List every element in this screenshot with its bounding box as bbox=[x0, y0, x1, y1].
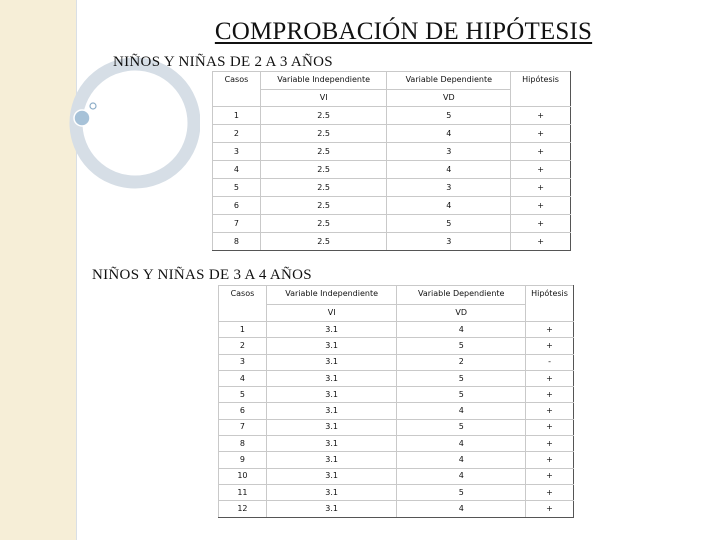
cell-case: 7 bbox=[213, 215, 261, 233]
cell-vi: 3.1 bbox=[266, 403, 397, 419]
table-row bbox=[219, 419, 574, 435]
table-row bbox=[219, 403, 574, 419]
subheader-vi: VI bbox=[260, 90, 387, 107]
cell-vi: 3.1 bbox=[266, 484, 397, 500]
table-2-3-years bbox=[212, 71, 571, 251]
cell-vi: 3.1 bbox=[266, 452, 397, 468]
cell-case: 4 bbox=[213, 161, 261, 179]
header-dependent: Variable Dependiente bbox=[397, 286, 526, 305]
table-row bbox=[219, 452, 574, 468]
cell-hypothesis: + bbox=[526, 370, 574, 386]
table-row bbox=[213, 143, 571, 161]
cell-hypothesis: + bbox=[511, 197, 571, 215]
table-row bbox=[213, 107, 571, 125]
cell-vi: 2.5 bbox=[260, 179, 387, 197]
header-dependent: Variable Dependiente bbox=[387, 72, 511, 90]
cell-vi: 2.5 bbox=[260, 125, 387, 143]
cell-hypothesis: + bbox=[511, 107, 571, 125]
cell-vd: 4 bbox=[397, 436, 526, 452]
cell-vd: 5 bbox=[387, 107, 511, 125]
cell-vd: 4 bbox=[387, 125, 511, 143]
cell-case: 3 bbox=[219, 354, 267, 370]
cell-vd: 4 bbox=[387, 161, 511, 179]
cell-vd: 3 bbox=[387, 179, 511, 197]
subheader-empty bbox=[526, 305, 574, 322]
cell-vd: 5 bbox=[387, 215, 511, 233]
cell-vi: 3.1 bbox=[266, 468, 397, 484]
slide-sidebar bbox=[0, 0, 77, 540]
table-row bbox=[213, 161, 571, 179]
cell-case: 4 bbox=[219, 370, 267, 386]
cell-hypothesis: + bbox=[526, 436, 574, 452]
table-3-4-years bbox=[218, 285, 574, 518]
tiny-dot bbox=[90, 103, 96, 109]
cell-vd: 5 bbox=[397, 484, 526, 500]
page-title: COMPROBACIÓN DE HIPÓTESIS bbox=[214, 18, 593, 45]
cell-hypothesis: + bbox=[526, 468, 574, 484]
header-independent: Variable Independiente bbox=[260, 72, 387, 90]
cell-vi: 2.5 bbox=[260, 143, 387, 161]
cell-vd: 5 bbox=[397, 338, 526, 354]
cell-hypothesis: + bbox=[511, 143, 571, 161]
subheader-empty bbox=[219, 305, 267, 322]
large-ring bbox=[76, 64, 194, 182]
subheader-vd: VD bbox=[397, 305, 526, 322]
table-row bbox=[213, 215, 571, 233]
table-row bbox=[219, 387, 574, 403]
table-row bbox=[219, 322, 574, 338]
subheader-empty bbox=[213, 90, 261, 107]
cell-hypothesis: + bbox=[526, 322, 574, 338]
cell-hypothesis: + bbox=[526, 452, 574, 468]
table-row bbox=[219, 370, 574, 386]
table-row bbox=[213, 233, 571, 251]
cell-vd: 5 bbox=[397, 419, 526, 435]
header-casos: Casos bbox=[219, 286, 267, 305]
table-row bbox=[219, 354, 574, 370]
table-row bbox=[219, 338, 574, 354]
table-row bbox=[213, 125, 571, 143]
cell-case: 5 bbox=[213, 179, 261, 197]
subheader-vi: VI bbox=[266, 305, 397, 322]
cell-case: 7 bbox=[219, 419, 267, 435]
cell-case: 12 bbox=[219, 501, 267, 517]
cell-hypothesis: + bbox=[526, 501, 574, 517]
cell-vd: 5 bbox=[397, 387, 526, 403]
cell-vi: 2.5 bbox=[260, 107, 387, 125]
cell-hypothesis: + bbox=[511, 161, 571, 179]
header-hypothesis: Hipótesis bbox=[526, 286, 574, 305]
cell-case: 2 bbox=[213, 125, 261, 143]
cell-vd: 2 bbox=[397, 354, 526, 370]
cell-hypothesis: + bbox=[511, 125, 571, 143]
cell-vd: 4 bbox=[397, 452, 526, 468]
cell-vd: 4 bbox=[397, 322, 526, 338]
cell-hypothesis: + bbox=[526, 403, 574, 419]
cell-vd: 4 bbox=[397, 403, 526, 419]
table-row bbox=[213, 197, 571, 215]
cell-case: 9 bbox=[219, 452, 267, 468]
cell-vi: 3.1 bbox=[266, 354, 397, 370]
cell-case: 1 bbox=[219, 322, 267, 338]
table-row bbox=[213, 179, 571, 197]
cell-case: 6 bbox=[219, 403, 267, 419]
cell-vi: 3.1 bbox=[266, 387, 397, 403]
cell-case: 6 bbox=[213, 197, 261, 215]
cell-vi: 3.1 bbox=[266, 370, 397, 386]
cell-hypothesis: + bbox=[526, 484, 574, 500]
cell-hypothesis: + bbox=[511, 215, 571, 233]
table-row bbox=[219, 484, 574, 500]
cell-vi: 3.1 bbox=[266, 338, 397, 354]
section2-heading: NIÑOS Y NIÑAS DE 3 A 4 AÑOS bbox=[92, 267, 312, 283]
cell-vi: 2.5 bbox=[260, 161, 387, 179]
cell-vi: 3.1 bbox=[266, 436, 397, 452]
cell-case: 8 bbox=[219, 436, 267, 452]
cell-vi: 2.5 bbox=[260, 197, 387, 215]
cell-vd: 3 bbox=[387, 143, 511, 161]
cell-case: 3 bbox=[213, 143, 261, 161]
cell-vi: 3.1 bbox=[266, 322, 397, 338]
cell-case: 11 bbox=[219, 484, 267, 500]
cell-vi: 3.1 bbox=[266, 501, 397, 517]
header-hypothesis: Hipótesis bbox=[511, 72, 571, 90]
cell-vi: 3.1 bbox=[266, 419, 397, 435]
cell-case: 2 bbox=[219, 338, 267, 354]
header-casos: Casos bbox=[213, 72, 261, 90]
section1-heading: NIÑOS Y NIÑAS DE 2 A 3 AÑOS bbox=[113, 54, 333, 70]
cell-case: 5 bbox=[219, 387, 267, 403]
cell-vd: 3 bbox=[387, 233, 511, 251]
cell-vd: 4 bbox=[397, 501, 526, 517]
cell-hypothesis: + bbox=[511, 233, 571, 251]
cell-hypothesis: - bbox=[526, 354, 574, 370]
table-row bbox=[219, 468, 574, 484]
header-independent: Variable Independiente bbox=[266, 286, 397, 305]
cell-hypothesis: + bbox=[511, 179, 571, 197]
cell-hypothesis: + bbox=[526, 419, 574, 435]
subheader-vd: VD bbox=[387, 90, 511, 107]
cell-vd: 5 bbox=[397, 370, 526, 386]
cell-vd: 4 bbox=[397, 468, 526, 484]
table-row bbox=[219, 436, 574, 452]
table-row bbox=[219, 501, 574, 517]
cell-case: 1 bbox=[213, 107, 261, 125]
cell-vi: 2.5 bbox=[260, 215, 387, 233]
subheader-empty bbox=[511, 90, 571, 107]
cell-vi: 2.5 bbox=[260, 233, 387, 251]
cell-case: 10 bbox=[219, 468, 267, 484]
cell-hypothesis: + bbox=[526, 338, 574, 354]
cell-vd: 4 bbox=[387, 197, 511, 215]
cell-hypothesis: + bbox=[526, 387, 574, 403]
cell-case: 8 bbox=[213, 233, 261, 251]
